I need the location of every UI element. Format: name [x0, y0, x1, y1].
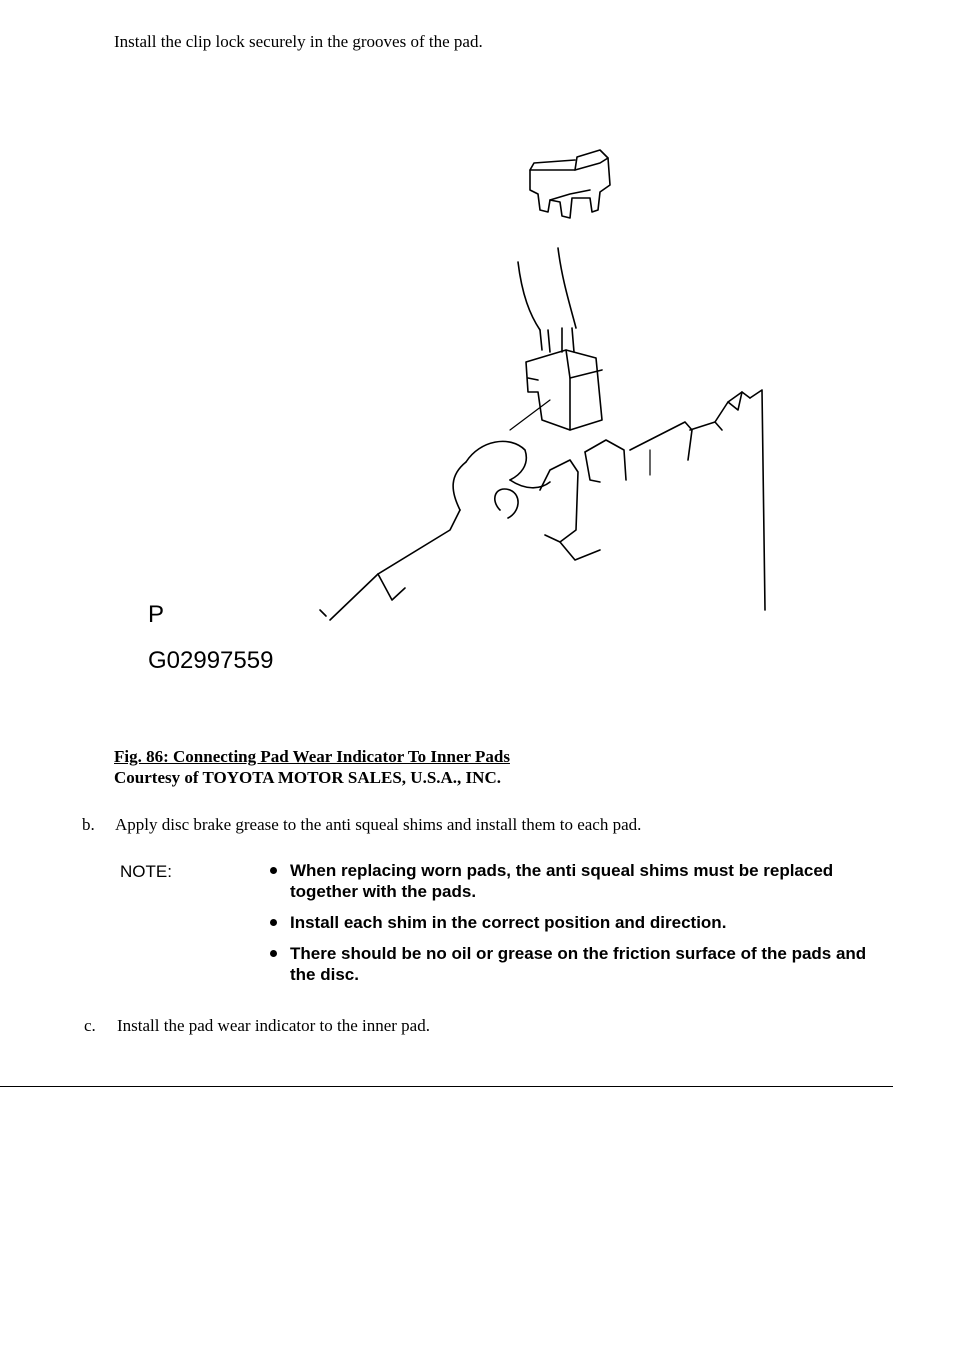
bullet-icon [270, 919, 277, 926]
illustration-svg [130, 130, 780, 680]
pad-wear-indicator-illustration [130, 130, 780, 680]
page-divider [0, 1086, 893, 1087]
step-marker: b. [82, 815, 95, 834]
note-list [264, 860, 884, 995]
note-item-text: Install each shim in the correct position and direction. [290, 913, 727, 932]
note-item-text: When replacing worn pads, the anti squeal shims must be replaced together with the pads. [290, 861, 834, 901]
step-marker: c. [84, 1016, 96, 1035]
leader-lines-drawing [510, 400, 650, 475]
clip-lock-drawing [530, 150, 610, 218]
note-item [264, 943, 884, 985]
note-item-text: There should be no oil or grease on the friction surface of the pads and the disc. [290, 944, 867, 984]
figure-code-label: G02997559 [148, 647, 274, 674]
sensor-wire-drawing [518, 248, 576, 352]
intro-instruction: Install the clip lock securely in the grooves of the pad. [114, 32, 483, 51]
figure-title: Fig. 86: Connecting Pad Wear Indicator To Inner Pads [114, 747, 510, 766]
step-c [84, 1016, 684, 1038]
note-block [114, 860, 894, 990]
figure-courtesy: Courtesy of TOYOTA MOTOR SALES, U.S.A., INC. [114, 768, 501, 787]
note-item [264, 860, 884, 902]
note-label: NOTE: [120, 862, 172, 881]
step-text: Install the pad wear indicator to the inner pad. [117, 1016, 430, 1035]
step-b [82, 815, 782, 837]
figure-letter-label: P [148, 601, 165, 628]
brake-pad-drawing [320, 390, 765, 620]
step-text: Apply disc brake grease to the anti squeal shims and install them to each pad. [115, 815, 642, 834]
figure-caption [114, 746, 510, 788]
bullet-icon [270, 950, 277, 957]
note-item [264, 912, 884, 933]
wear-indicator-connector-drawing [526, 350, 602, 430]
bullet-icon [270, 867, 277, 874]
